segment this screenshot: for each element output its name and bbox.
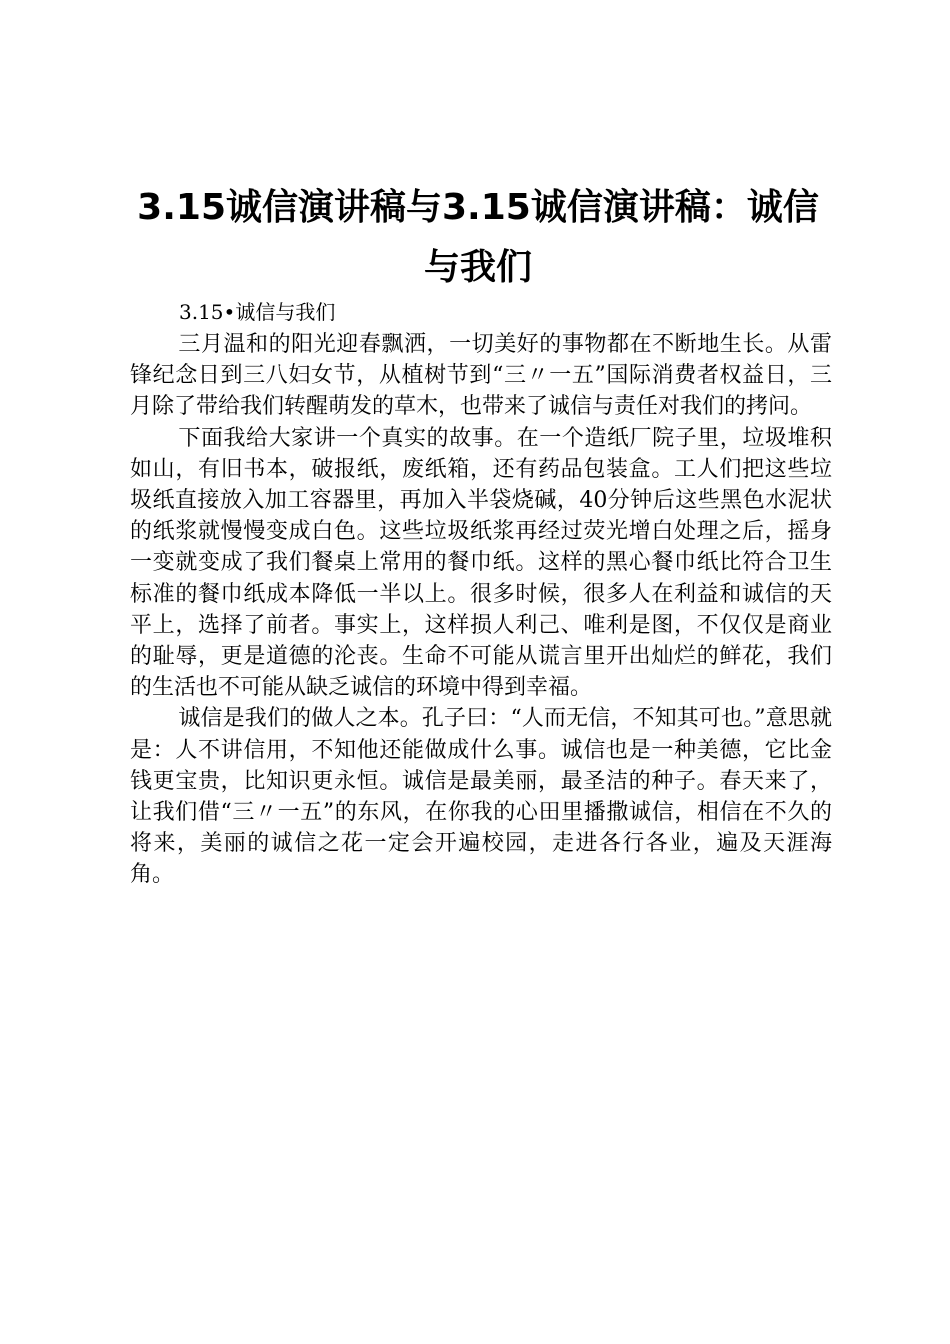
paragraph-3: 诚信是我们的做人之本。孔子曰：“人而无信，不知其可也。”意思就是：人不讲信用，不知他还能做成什么事。诚信也是一种美德，它比金钱更宝贵，比知识更永恒。诚信是最美丽，最圣洁的种子。春天来了，让我们借“三〃一五”的东风，在你我的心田里播撒诚信，相信在不久的将来，美丽的诚信之花一定会开遍校园，走进各行各业，遍及天涯海角。 — [130, 706, 832, 888]
paragraph-1: 三月温和的阳光迎春飘洒，一切美好的事物都在不断地生长。从雷锋纪念日到三八妇女节，从植树节到“三〃一五”国际消费者权益日，三月除了带给我们转醒萌发的草木，也带来了诚信与责任对我们的拷问。 — [130, 332, 832, 420]
document-body — [130, 329, 832, 891]
document-subtitle: 3.15•诚信与我们 — [179, 300, 336, 324]
paragraph-2: 下面我给大家讲一个真实的故事。在一个造纸厂院子里，垃圾堆积如山，有旧书本，破报纸，废纸箱，还有药品包装盒。工人们把这些垃圾纸直接放入加工容器里，再加入半袋烧碱，40分钟后这些黑色水泥状的纸浆就慢慢变成白色。这些垃圾纸浆再经过荧光增白处理之后，摇身一变就变成了我们餐桌上常用的餐巾纸。这样的黑心餐巾纸比符合卫生标准的餐巾纸成本降低一半以上。很多时候，很多人在利益和诚信的天平上，选择了前者。事实上，这样损人利己、唯利是图，不仅仅是商业的耻辱，更是道德的沦丧。生命不可能从谎言里开出灿烂的鲜花，我们的生活也不可能从缺乏诚信的环境中得到幸福。 — [130, 425, 832, 701]
document-title: 3.15诚信演讲稿与3.15诚信演讲稿：诚信与我们 — [137, 187, 819, 288]
